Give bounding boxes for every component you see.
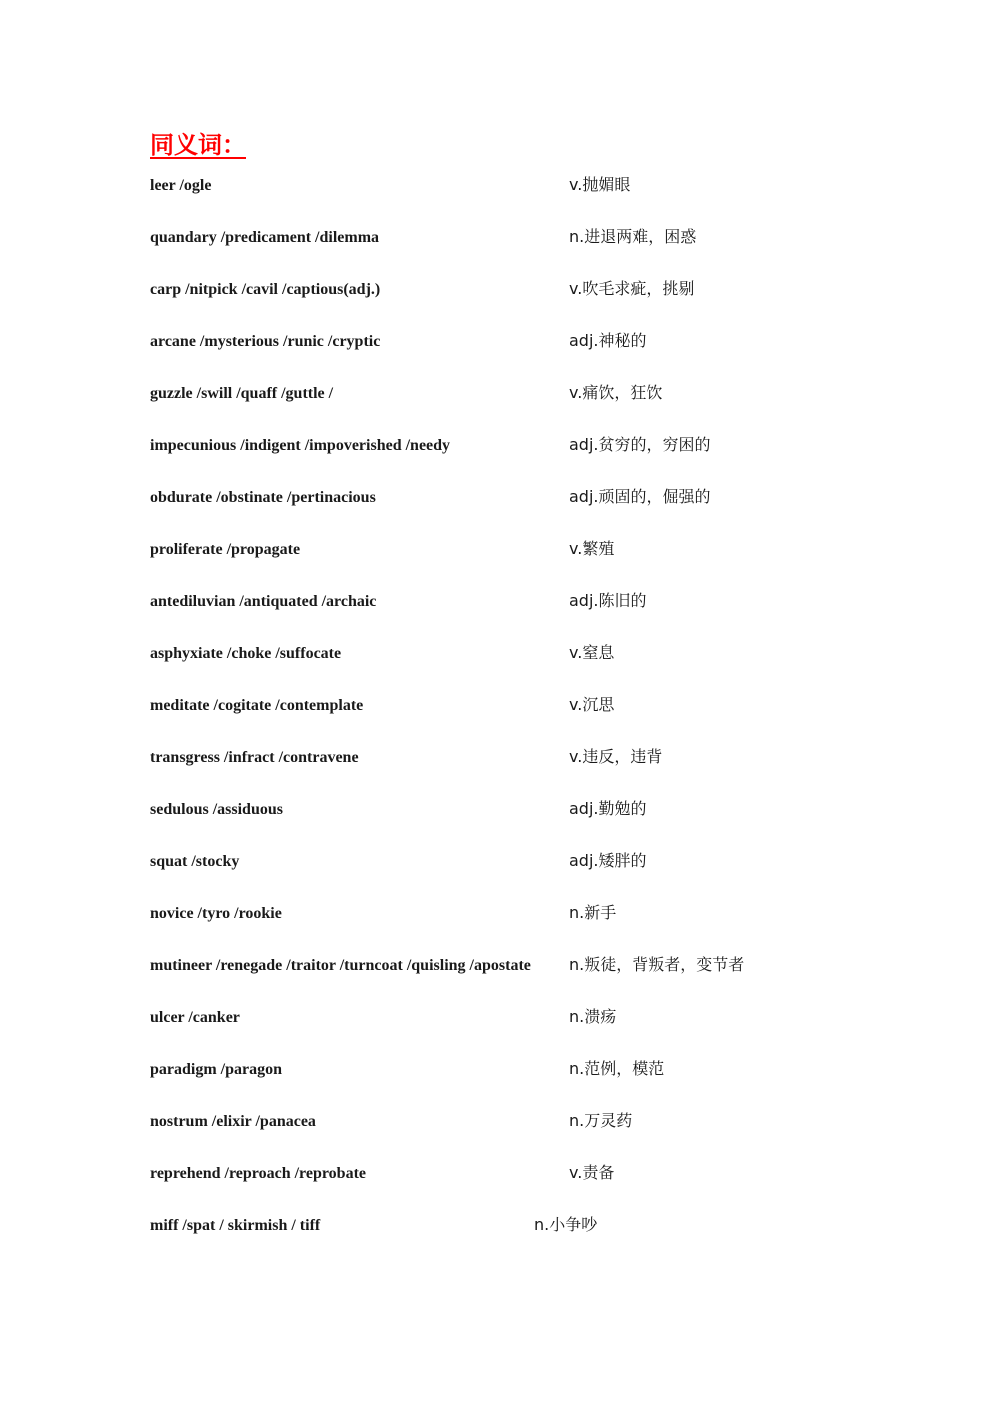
list-item	[0, 382, 993, 406]
definition: n.范例，模范	[569, 1059, 665, 1078]
list-item	[0, 590, 993, 614]
synonym-words: proliferate /propagate	[150, 541, 301, 558]
list-item	[0, 434, 993, 458]
definition: adj.矮胖的	[569, 851, 647, 870]
synonym-words: carp /nitpick /cavil /captious(adj.)	[150, 281, 381, 298]
definition: n.溃疡	[569, 1007, 617, 1026]
definition: v.繁殖	[569, 539, 615, 558]
synonym-words: nostrum /elixir /panacea	[150, 1113, 316, 1130]
synonym-words: sedulous /assiduous	[150, 801, 283, 818]
synonym-words: reprehend /reproach /reprobate	[150, 1165, 366, 1182]
list-item	[0, 278, 993, 302]
list-item	[0, 1214, 993, 1238]
list-item	[0, 1006, 993, 1030]
definition: adj.神秘的	[569, 331, 647, 350]
list-item	[0, 486, 993, 510]
synonym-words: antediluvian /antiquated /archaic	[150, 593, 377, 610]
list-item	[0, 850, 993, 874]
synonym-words: squat /stocky	[150, 853, 240, 870]
definition: n.小争吵	[534, 1215, 598, 1234]
list-item	[0, 1110, 993, 1134]
definition: n.新手	[569, 903, 617, 922]
synonym-words: obdurate /obstinate /pertinacious	[150, 489, 376, 506]
synonym-words: impecunious /indigent /impoverished /needy	[150, 437, 451, 454]
definition: adj.陈旧的	[569, 591, 647, 610]
list-item	[0, 798, 993, 822]
definition: v.抛媚眼	[569, 175, 631, 194]
definition: v.违反，违背	[569, 747, 663, 766]
definition: v.痛饮，狂饮	[569, 383, 663, 402]
list-item	[0, 642, 993, 666]
definition: adj.勤勉的	[569, 799, 647, 818]
definition: adj.顽固的，倔强的	[569, 487, 711, 506]
list-item	[0, 694, 993, 718]
list-item	[0, 174, 993, 198]
synonym-words: meditate /cogitate /contemplate	[150, 697, 364, 714]
synonym-words: miff /spat / skirmish / tiff	[150, 1217, 321, 1234]
definition: v.沉思	[569, 695, 615, 714]
list-item	[0, 226, 993, 250]
definition: v.责备	[569, 1163, 615, 1182]
definition: v.窒息	[569, 643, 615, 662]
synonym-words: asphyxiate /choke /suffocate	[150, 645, 342, 662]
synonym-words: leer /ogle	[150, 177, 212, 194]
list-item	[0, 538, 993, 562]
definition: adj.贫穷的，穷困的	[569, 435, 711, 454]
synonym-words: novice /tyro /rookie	[150, 905, 282, 922]
definition: n.叛徒，背叛者，变节者	[569, 955, 745, 974]
synonym-words: paradigm /paragon	[150, 1061, 283, 1078]
definition: v.吹毛求疵，挑剔	[569, 279, 695, 298]
list-item	[0, 1162, 993, 1186]
definition: n.进退两难，困惑	[569, 227, 697, 246]
synonym-words: mutineer /renegade /traitor /turncoat /quisling /apostate	[150, 957, 531, 974]
list-item	[0, 902, 993, 926]
list-item	[0, 330, 993, 354]
definition: n.万灵药	[569, 1111, 633, 1130]
synonym-words: quandary /predicament /dilemma	[150, 229, 380, 246]
list-item	[0, 746, 993, 770]
synonym-words: guzzle /swill /quaff /guttle /	[150, 385, 334, 402]
synonym-words: ulcer /canker	[150, 1009, 240, 1026]
synonym-words: arcane /mysterious /runic /cryptic	[150, 333, 381, 350]
list-item	[0, 954, 993, 978]
synonym-words: transgress /infract /contravene	[150, 749, 359, 766]
list-item	[0, 1058, 993, 1082]
page-title: 同义词：	[150, 131, 246, 159]
